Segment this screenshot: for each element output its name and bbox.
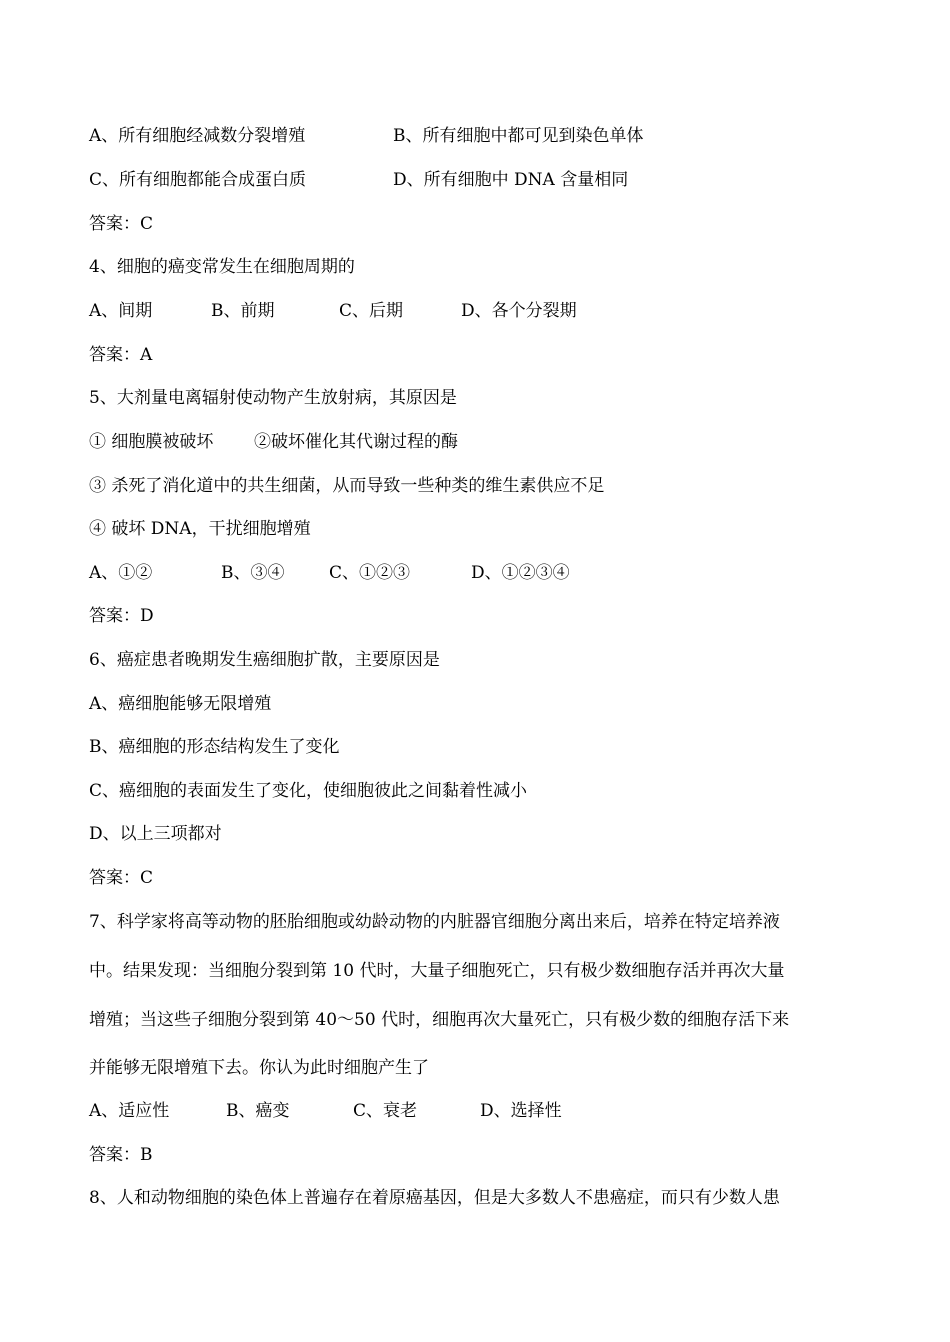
q7-option-b: B、癌变 <box>226 1101 290 1121</box>
q5-item-1: ① 细胞膜被破坏 <box>89 432 214 452</box>
q6-stem: 6、癌症患者晚期发生癌细胞扩散，主要原因是 <box>89 650 440 670</box>
q5-item-3: ③ 杀死了消化道中的共生细菌，从而导致一些种类的维生素供应不足 <box>89 476 605 496</box>
q5-answer: 答案：D <box>89 606 154 626</box>
q3-option-d: D、所有细胞中 DNA 含量相同 <box>393 170 629 190</box>
q4-option-d: D、各个分裂期 <box>461 301 577 321</box>
q5-option-b: B、③④ <box>221 563 285 583</box>
q6-answer: 答案：C <box>89 868 154 888</box>
q4-option-c: C、后期 <box>339 301 404 321</box>
q8-stem-line-1: 8、人和动物细胞的染色体上普遍存在着原癌基因，但是大多数人不患癌症，而只有少数人患 <box>89 1188 780 1208</box>
q6-option-a: A、癌细胞能够无限增殖 <box>89 694 272 714</box>
q7-option-a: A、适应性 <box>89 1101 170 1121</box>
q5-item-2: ②破坏催化其代谢过程的酶 <box>254 432 458 452</box>
q7-answer: 答案：B <box>89 1145 153 1165</box>
q5-stem: 5、大剂量电离辐射使动物产生放射病，其原因是 <box>89 388 457 408</box>
q5-item-4: ④ 破坏 DNA，干扰细胞增殖 <box>89 519 311 539</box>
q6-option-b: B、癌细胞的形态结构发生了变化 <box>89 737 340 757</box>
q5-option-d: D、①②③④ <box>471 563 570 583</box>
q6-option-d: D、以上三项都对 <box>89 824 222 844</box>
q6-option-c: C、癌细胞的表面发生了变化，使细胞彼此之间黏着性减小 <box>89 781 528 801</box>
q4-stem: 4、细胞的癌变常发生在细胞周期的 <box>89 257 355 277</box>
q3-option-c: C、所有细胞都能合成蛋白质 <box>89 170 307 190</box>
q4-option-b: B、前期 <box>211 301 275 321</box>
q7-stem-line-2: 中。结果发现：当细胞分裂到第 10 代时，大量子细胞死亡，只有极少数细胞存活并再次大量 <box>89 961 785 981</box>
q4-answer: 答案：A <box>89 345 153 365</box>
q3-option-b: B、所有细胞中都可见到染色单体 <box>393 126 644 146</box>
q5-option-c: C、①②③ <box>329 563 411 583</box>
q7-option-d: D、选择性 <box>480 1101 562 1121</box>
q3-answer: 答案：C <box>89 214 154 234</box>
q7-option-c: C、衰老 <box>353 1101 418 1121</box>
q5-option-a: A、①② <box>89 563 153 583</box>
q7-stem-line-3: 增殖；当这些子细胞分裂到第 40～50 代时，细胞再次大量死亡，只有极少数的细胞存活下来 <box>89 1010 790 1030</box>
q7-stem-line-1: 7、科学家将高等动物的胚胎细胞或幼龄动物的内脏器官细胞分离出来后，培养在特定培养液 <box>89 912 780 932</box>
q4-option-a: A、间期 <box>89 301 153 321</box>
q7-stem-line-4: 并能够无限增殖下去。你认为此时细胞产生了 <box>89 1058 429 1078</box>
q3-option-a: A、所有细胞经减数分裂增殖 <box>89 126 306 146</box>
